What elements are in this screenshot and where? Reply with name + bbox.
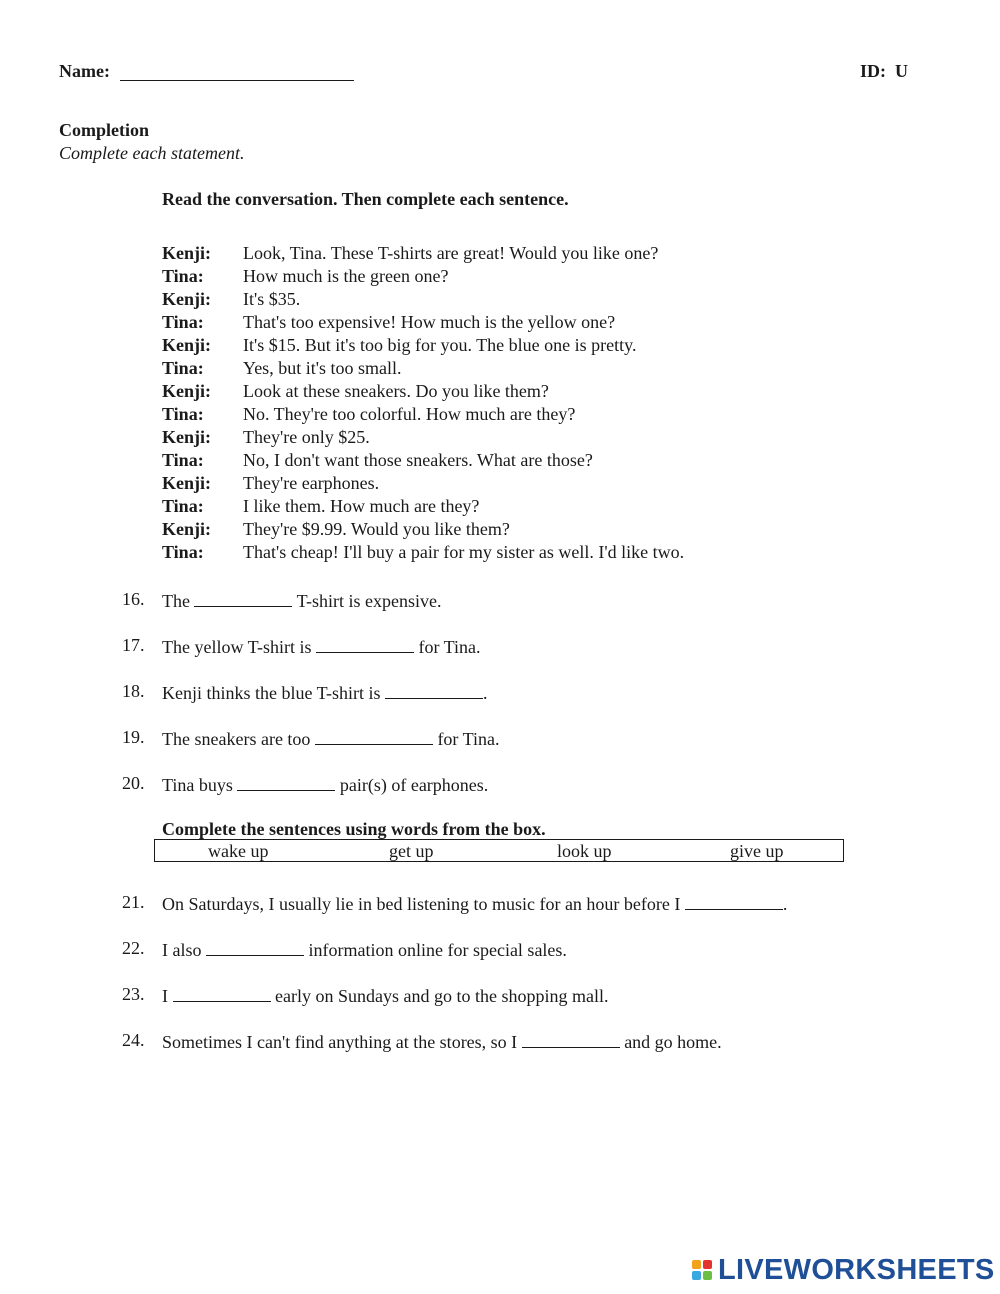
answer-blank[interactable] (206, 937, 304, 956)
speaker: Tina: (162, 358, 204, 378)
conversation-row (162, 426, 684, 449)
question-text: Kenji thinks the blue T-shirt is . (162, 680, 488, 704)
speaker: Tina: (162, 450, 204, 470)
conversation (162, 242, 684, 564)
speaker: Kenji: (162, 381, 211, 401)
section-instruction: Complete each statement. (59, 143, 245, 163)
conversation-row (162, 472, 684, 495)
answer-blank[interactable] (385, 680, 483, 699)
answer-blank[interactable] (315, 726, 433, 745)
question-text: The T-shirt is expensive. (162, 588, 441, 612)
speaker: Kenji: (162, 243, 211, 263)
word-option: look up (557, 841, 612, 861)
dialogue-line: They're only $25. (243, 427, 370, 447)
conversation-row (162, 265, 684, 288)
question-text: Sometimes I can't find anything at the stores, so I and go home. (162, 1029, 722, 1053)
speaker: Tina: (162, 404, 204, 424)
conversation-row (162, 403, 684, 426)
word-box (154, 839, 844, 862)
dialogue-line: Look, Tina. These T-shirts are great! Would you like one? (243, 243, 659, 263)
question-number: 19. (122, 727, 145, 747)
logo-square (692, 1260, 701, 1269)
question-number: 24. (122, 1030, 145, 1050)
speaker: Kenji: (162, 473, 211, 493)
dialogue-line: That's too expensive! How much is the yellow one? (243, 312, 616, 332)
logo-square (703, 1271, 712, 1280)
dialogue-line: No, I don't want those sneakers. What are those? (243, 450, 593, 470)
question-text: The sneakers are too for Tina. (162, 726, 499, 750)
answer-blank[interactable] (522, 1029, 620, 1048)
name-label: Name: (59, 61, 110, 81)
dialogue-line: No. They're too colorful. How much are they? (243, 404, 576, 424)
logo-square (692, 1271, 701, 1280)
speaker: Kenji: (162, 427, 211, 447)
question-number: 21. (122, 892, 145, 912)
word-option: wake up (208, 841, 269, 861)
conversation-row (162, 357, 684, 380)
id-value: U (895, 61, 908, 81)
id-field (860, 60, 908, 82)
dialogue-line: I like them. How much are they? (243, 496, 480, 516)
conversation-row (162, 311, 684, 334)
part1-instruction: Read the conversation. Then complete each sentence. (162, 189, 569, 209)
dialogue-line: How much is the green one? (243, 266, 449, 286)
question-text: I also information online for special sales. (162, 937, 567, 961)
question-number: 18. (122, 681, 145, 701)
dialogue-line: It's $35. (243, 289, 301, 309)
question-number: 16. (122, 589, 145, 609)
question-text: I early on Sundays and go to the shopping mall. (162, 983, 608, 1007)
logo-text: LIVEWORKSHEETS (718, 1254, 995, 1286)
conversation-row (162, 380, 684, 403)
question-text: Tina buys pair(s) of earphones. (162, 772, 488, 796)
word-option: give up (730, 841, 784, 861)
dialogue-line: Yes, but it's too small. (243, 358, 402, 378)
dialogue-line: Look at these sneakers. Do you like them? (243, 381, 549, 401)
question-text: On Saturdays, I usually lie in bed listening to music for an hour before I . (162, 891, 787, 915)
speaker: Tina: (162, 542, 204, 562)
conversation-row (162, 495, 684, 518)
logo-icon (692, 1260, 712, 1280)
dialogue-line: It's $15. But it's too big for you. The blue one is pretty. (243, 335, 637, 355)
dialogue-line: They're earphones. (243, 473, 380, 493)
conversation-row (162, 288, 684, 311)
speaker: Kenji: (162, 289, 211, 309)
dialogue-line: They're $9.99. Would you like them? (243, 519, 510, 539)
part2-instruction: Complete the sentences using words from the box. (162, 819, 546, 839)
conversation-row (162, 518, 684, 541)
question-number: 23. (122, 984, 145, 1004)
question-text: The yellow T-shirt is for Tina. (162, 634, 481, 658)
speaker: Tina: (162, 312, 204, 332)
answer-blank[interactable] (316, 634, 414, 653)
question-number: 22. (122, 938, 145, 958)
speaker: Tina: (162, 496, 204, 516)
answer-blank[interactable] (173, 983, 271, 1002)
answer-blank[interactable] (194, 588, 292, 607)
speaker: Tina: (162, 266, 204, 286)
word-option: get up (389, 841, 434, 861)
section-title: Completion (59, 120, 149, 140)
conversation-row (162, 449, 684, 472)
dialogue-line: That's cheap! I'll buy a pair for my sister as well. I'd like two. (243, 542, 685, 562)
liveworksheets-logo (692, 1254, 995, 1286)
conversation-row (162, 334, 684, 357)
logo-square (703, 1260, 712, 1269)
question-number: 20. (122, 773, 145, 793)
speaker: Kenji: (162, 519, 211, 539)
question-number: 17. (122, 635, 145, 655)
conversation-row (162, 242, 684, 265)
name-input-line[interactable] (120, 62, 354, 81)
conversation-row (162, 541, 684, 564)
answer-blank[interactable] (237, 772, 335, 791)
answer-blank[interactable] (685, 891, 783, 910)
id-label: ID: (860, 61, 886, 81)
speaker: Kenji: (162, 335, 211, 355)
